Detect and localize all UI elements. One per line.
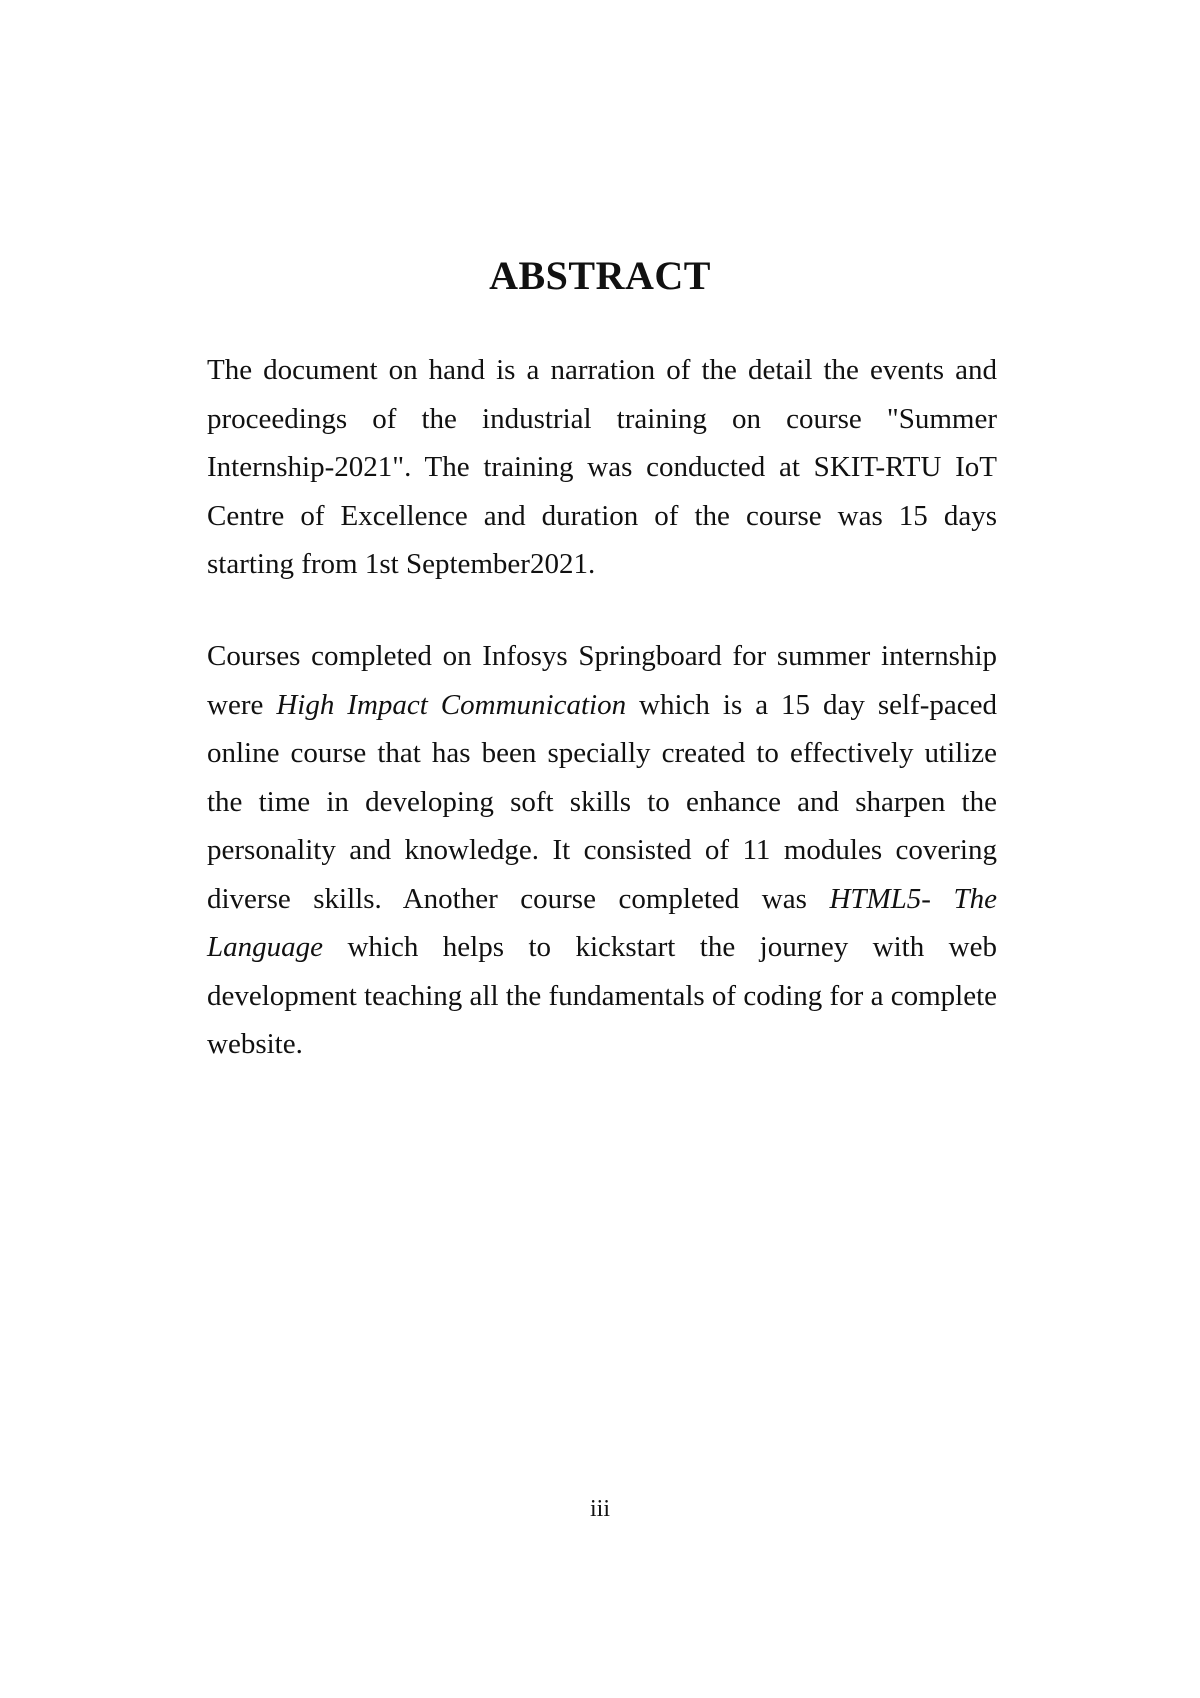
course-title-2: HTML5- The Language [207, 882, 998, 963]
paragraph-2-text-part1: Courses completed on Infosys Springboard for summer internship were [207, 640, 997, 721]
abstract-paragraph-1 [207, 346, 997, 589]
paragraph-1-text: The document on hand is a narration of the detail the events and proceedings of the industrial training on course "Summer Internship-2021". The training was conducted at SKIT-RTU IoT Centre of Excellence and duration of the course was 15 days starting from 1st September2021. [207, 354, 997, 580]
abstract-paragraph-2 [207, 632, 997, 1069]
course-title-1: High Impact Communication [276, 688, 627, 721]
page-number: iii [589, 1496, 610, 1522]
page-title: ABSTRACT [489, 253, 711, 298]
paragraph-2-text-part2: which is a 15 day self-paced online course that has been specially created to effectively utilize the time in developing soft skills to enhance and sharpen the personality and knowledge. It consisted of 11 modules covering diverse skills. Another course completed was [207, 688, 998, 915]
paragraph-2-text-part3: which helps to kickstart the journey with web development teaching all the fundamentals of coding for a complete website. [207, 931, 997, 1060]
